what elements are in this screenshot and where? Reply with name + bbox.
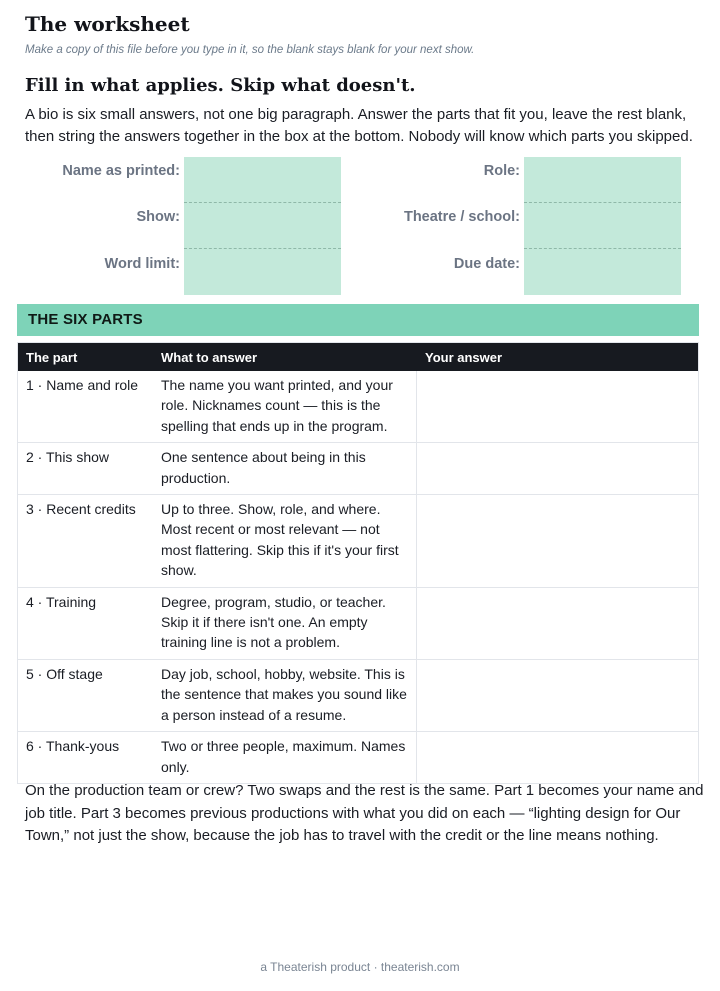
section-heading: Fill in what applies. Skip what doesn't. [25,75,416,96]
part-cell: 1 · Name and role [26,377,139,393]
what-cell: Up to three. Show, role, and where. Most recent or most relevant — not most flattering. Skip this if it's your first show. [153,495,417,587]
show-field[interactable] [184,203,341,249]
answer-cell[interactable] [417,495,698,587]
what-cell: The name you want printed, and your role. Nicknames count — this is the spelling that ends up in the program. [153,371,417,442]
table-body [18,371,698,783]
six-parts-band [17,304,699,336]
answer-cell[interactable] [417,660,698,731]
word-limit-field[interactable] [184,249,341,295]
role-field[interactable] [524,157,681,203]
name-as-printed-label: Name as printed: [62,163,180,179]
word-limit-label: Word limit: [104,256,180,272]
table-row [18,442,698,494]
role-label: Role: [483,163,520,179]
theatre-school-field[interactable] [524,203,681,249]
what-cell: Degree, program, studio, or teacher. Skip it if there isn't one. An empty training line is not a problem. [153,588,417,659]
table-header [18,343,698,371]
six-parts-heading: THE SIX PARTS [28,311,143,328]
answer-cell[interactable] [417,371,698,442]
column-header-what: What to answer [161,349,258,365]
what-cell: Day job, school, hobby, website. This is the sentence that makes you sound like a person instead of a resume. [153,660,417,731]
six-parts-table [17,342,699,784]
page-subtitle: Make a copy of this file before you type in it, so the blank stays blank for your next show. [25,44,475,56]
table-row [18,587,698,659]
part-cell: 6 · Thank-yous [26,738,120,755]
table-row [18,371,698,442]
page-title: The worksheet [25,12,190,36]
footer-credit: a Theaterish product · theaterish.com [260,960,460,974]
part-cell: 4 · Training [26,593,97,610]
name-as-printed-field[interactable] [184,157,341,203]
table-row [18,494,698,587]
table-row [18,659,698,731]
table-row [18,731,698,783]
part-cell: 2 · This show [26,449,109,466]
answer-cell[interactable] [417,732,698,783]
answer-cell[interactable] [417,588,698,659]
intro-paragraph: A bio is six small answers, not one big paragraph. Answer the parts that fit you, leave the rest blank, then string the answers together in the box at the bottom. Nobody will know which parts you skipped. [25,106,693,145]
part-cell: 3 · Recent credits [26,501,136,518]
column-header-answer: Your answer [425,349,503,365]
due-date-field[interactable] [524,249,681,295]
what-cell: One sentence about being in this production. [153,443,417,494]
answer-cell[interactable] [417,443,698,494]
what-cell: Two or three people, maximum. Names only. [153,732,417,783]
part-cell: 5 · Off stage [26,665,103,682]
show-label: Show: [136,209,180,225]
due-date-label: Due date: [453,256,520,272]
crew-note-paragraph: On the production team or crew? Two swaps and the rest is the same. Part 1 becomes your name and job title. Part 3 becomes previous productions with what you did on each — “lighting design for Our Town,” not just the show, because the job has to travel with the credit or the line means nothing. [25,782,704,844]
theatre-school-label: Theatre / school: [403,209,520,225]
column-header-part: The part [26,349,78,365]
